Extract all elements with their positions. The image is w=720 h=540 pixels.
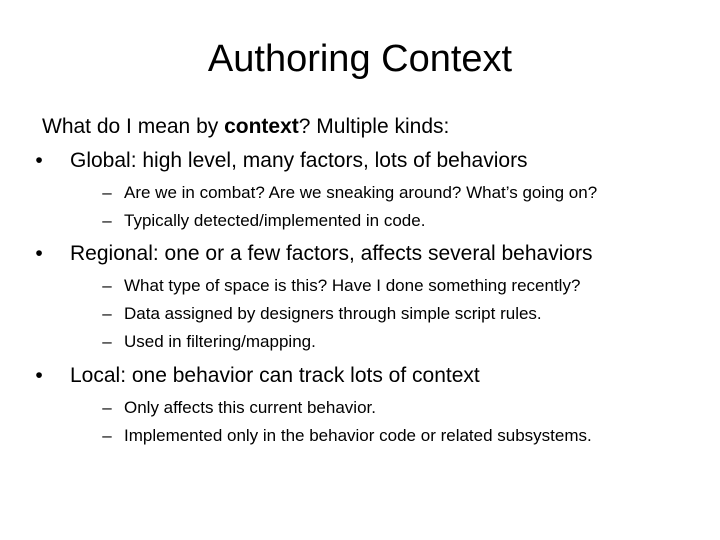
- intro-line: [42, 113, 449, 141]
- intro-text-after: ? Multiple kinds:: [298, 115, 450, 138]
- sub-bullet-text: Are we in combat? Are we sneaking around? What’s going on?: [124, 183, 598, 202]
- dash-icon: –: [102, 304, 112, 323]
- intro-text-before: What do I mean by: [42, 115, 225, 138]
- slide-title: Authoring Context: [207, 38, 513, 80]
- dash-icon: –: [102, 276, 112, 295]
- sub-bullet-text: Implemented only in the behavior code or related subsystems.: [124, 426, 592, 445]
- bullet-icon: •: [35, 242, 43, 265]
- bullet-icon: •: [35, 149, 43, 172]
- bullet-text: Global: high level, many factors, lots of behaviors: [70, 149, 528, 172]
- dash-icon: –: [102, 398, 112, 417]
- sub-bullet-text: Typically detected/implemented in code.: [124, 211, 426, 230]
- dash-icon: –: [102, 183, 112, 202]
- sub-bullet-text: What type of space is this? Have I done something recently?: [124, 276, 581, 295]
- sub-bullet-text: Used in filtering/mapping.: [124, 332, 316, 351]
- dash-icon: –: [102, 426, 112, 445]
- bullet-text: Local: one behavior can track lots of context: [70, 364, 480, 387]
- sub-bullet-text: Data assigned by designers through simple script rules.: [124, 304, 542, 323]
- dash-icon: –: [102, 332, 112, 351]
- intro-emphasis: context: [224, 115, 299, 138]
- bullet-icon: •: [35, 364, 43, 387]
- dash-icon: –: [102, 211, 112, 230]
- bullet-text: Regional: one or a few factors, affects several behaviors: [70, 242, 593, 265]
- sub-bullet-text: Only affects this current behavior.: [124, 398, 376, 417]
